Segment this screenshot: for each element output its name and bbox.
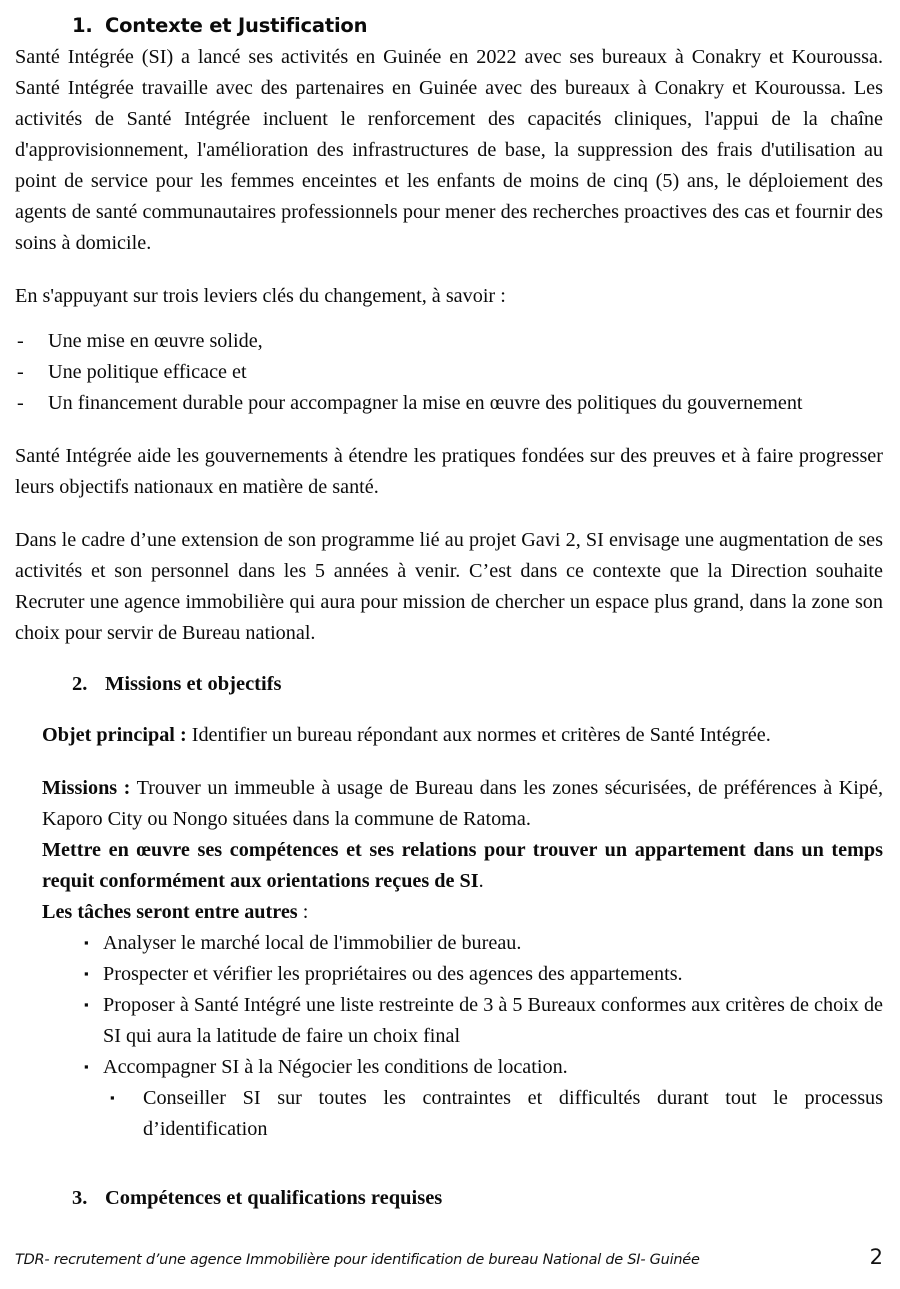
spacer [15, 259, 883, 281]
spacer [15, 751, 883, 773]
mettre-en-oeuvre-text: Mettre en œuvre ses compétences et ses relations pour trouver un appartement dans un temps requit conformément aux orientations reçues de SI [42, 839, 883, 893]
square-bullet-icon: ▪ [84, 1059, 89, 1075]
paragraph-taches-intro [15, 897, 883, 928]
heading-section-3 [15, 1185, 883, 1212]
list-item-label: Une mise en œuvre solide, [48, 330, 263, 353]
paragraph-contexte-2: Santé Intégrée aide les gouvernements à étendre les pratiques fondées sur des preuves et à faire progresser leurs objectifs nationaux en matière de santé. [15, 445, 883, 499]
heading-section-3-number: 3. [72, 1187, 88, 1210]
spacer [15, 1145, 883, 1185]
list-item [15, 1052, 883, 1083]
heading-section-1-title: Contexte et Justification [105, 14, 368, 37]
heading-section-1-number: 1. [72, 14, 93, 37]
paragraph-contexte-3: Dans le cadre d’une extension de son programme lié au projet Gavi 2, SI envisage une augmentation de ses activités et son personnel dans les 5 années à venir. C’est dans ce contexte que la Direction souhaite Recruter une agence immobilière qui aura pour mission de chercher un espace plus grand, dans la zone son choix pour servir de Bureau national. [15, 529, 883, 645]
list-item-label: Proposer à Santé Intégré une liste restreinte de 3 à 5 Bureaux conformes aux critères de choix de SI qui aura la latitude de faire un choix final [103, 994, 883, 1048]
list-item-label: Une politique efficace et [48, 361, 247, 384]
objet-principal-text: Identifier un bureau répondant aux normes et critères de Santé Intégrée. [186, 724, 771, 747]
square-bullet-icon: ▪ [84, 966, 89, 982]
spacer [15, 419, 883, 441]
missions-text: Trouver un immeuble à usage de Bureau dans les zones sécurisées, de préférences à Kipé, Kaporo City ou Nongo situées dans la commune de Ratoma. [42, 777, 883, 831]
square-bullet-icon: ▪ [84, 935, 89, 951]
paragraph-objet-principal [15, 720, 883, 751]
objet-principal-label: Objet principal : [42, 724, 187, 747]
list-item-label: Analyser le marché local de l'immobilier de bureau. [103, 932, 522, 955]
footer-page-number: 2 [869, 1245, 883, 1269]
page-content [15, 0, 883, 1212]
list-leviers [15, 326, 883, 419]
list-item-label: Un financement durable pour accompagner la mise en œuvre des politiques du gouvernement [48, 392, 803, 415]
list-item [15, 959, 883, 990]
spacer [15, 698, 883, 720]
dash-bullet-icon: - [17, 361, 24, 384]
missions-label: Missions : [42, 777, 131, 800]
heading-section-2 [15, 671, 883, 698]
square-bullet-icon: ▪ [84, 997, 89, 1013]
list-item-label: Accompagner SI à la Négocier les conditions de location. [103, 1056, 568, 1079]
paragraph-mettre-en-oeuvre [15, 835, 883, 897]
list-item [15, 990, 883, 1052]
dash-bullet-icon: - [17, 392, 24, 415]
paragraph-missions [15, 773, 883, 835]
spacer [15, 649, 883, 671]
spacer [15, 312, 883, 326]
spacer [15, 503, 883, 525]
page-footer [15, 1245, 883, 1269]
heading-section-3-title: Compétences et qualifications requises [105, 1187, 443, 1210]
list-item [15, 388, 883, 419]
square-bullet-icon: ▪ [110, 1090, 115, 1106]
list-item [15, 326, 883, 357]
taches-colon: : [297, 901, 309, 924]
list-taches [15, 928, 883, 1145]
heading-section-1 [15, 14, 883, 38]
taches-label: Les tâches seront entre autres [42, 901, 298, 924]
list-item [15, 357, 883, 388]
list-item [15, 928, 883, 959]
paragraph-contexte-1: Santé Intégrée (SI) a lancé ses activités en Guinée en 2022 avec ses bureaux à Conakry et Kouroussa. Santé Intégrée travaille avec des partenaires en Guinée avec des bureaux à Conakry et Kouroussa. Les activités de Santé Intégrée incluent le renforcement des capacités cliniques, l'appui de la chaîne d'approvisionnement, l'amélioration des infrastructures de base, la suppression des frais d'utilisation au point de service pour les femmes enceintes et les enfants de moins de cinq (5) ans, le déploiement des agents de santé communautaires professionnels pour mener des recherches proactives des cas et fournir des soins à domicile. [15, 46, 883, 255]
paragraph-leviers-intro: En s'appuyant sur trois leviers clés du changement, à savoir : [15, 285, 506, 308]
dash-bullet-icon: - [17, 330, 24, 353]
mettre-en-oeuvre-tail: . [478, 870, 484, 893]
list-item [15, 1083, 883, 1145]
footer-text: TDR- recrutement d’une agence Immobilière pour identification de bureau National de SI- Guinée [15, 1252, 700, 1268]
heading-section-2-title: Missions et objectifs [105, 673, 282, 696]
heading-section-2-number: 2. [72, 673, 88, 696]
list-item-label: Conseiller SI sur toutes les contraintes et difficultés durant tout le processus d’identification [143, 1087, 883, 1141]
list-item-label: Prospecter et vérifier les propriétaires ou des agences des appartements. [103, 963, 683, 986]
